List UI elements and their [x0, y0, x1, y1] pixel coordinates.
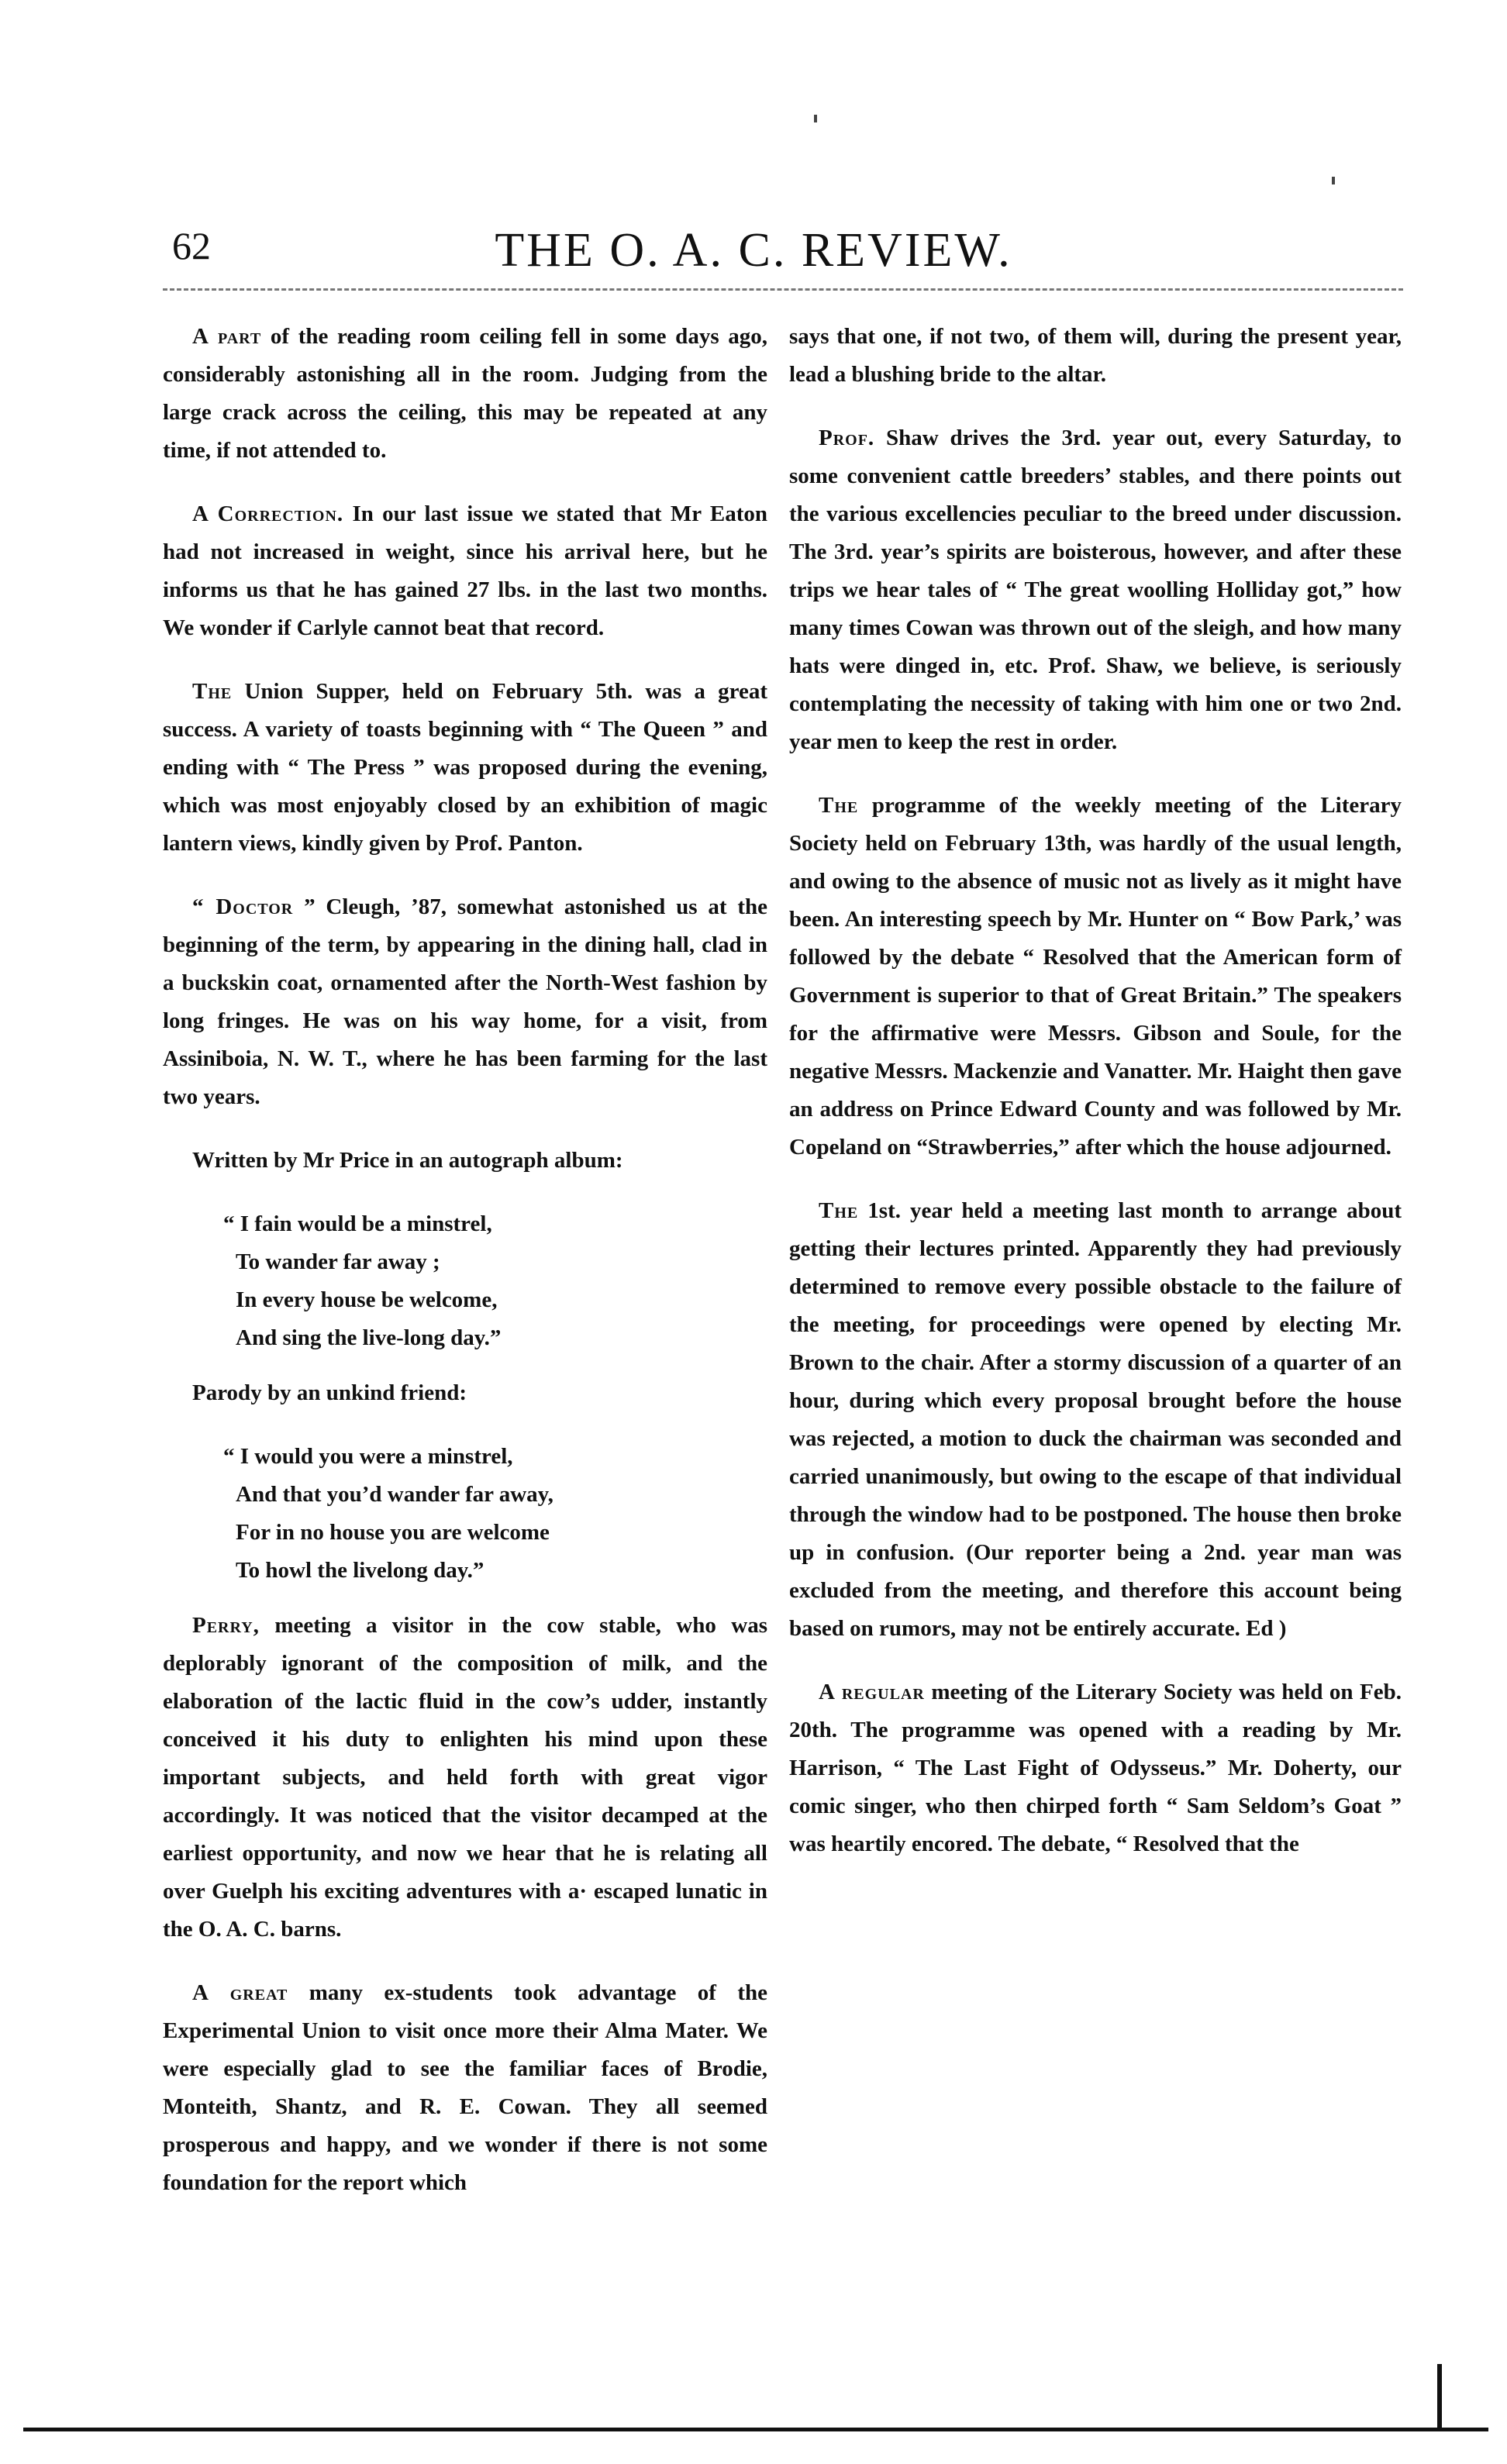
paragraph-text: Shaw drives the 3rd. year out, every Saturday, to some convenient cattle breeders’ stables, and there points out the various excellencies peculiar to the breed under discussion. The 3rd. year’s spirits are boisterous, however, and after these trips we hear tales of “ The great woolling Holliday got,” how many times Cowan was thrown out of the sleigh, and how many hats were dinged in, etc. Prof. Shaw, we believe, is seriously contemplating the necessity of taking with him one or two 2nd. year men to keep the rest in order.: [789, 426, 1402, 754]
bottom-rule: [23, 2428, 1488, 2431]
speck-mark: [814, 115, 817, 122]
lead-words: A great: [192, 1980, 288, 2005]
lead-words: “ Doctor: [192, 894, 294, 919]
poem-line: To howl the livelong day.”: [236, 1558, 485, 1583]
paragraph: [163, 318, 767, 470]
paragraph: [789, 1192, 1402, 1648]
lead-words: Prof.: [819, 426, 875, 450]
lead-words: Perry,: [192, 1613, 260, 1638]
speck-mark: [1332, 177, 1335, 184]
lead-words: A Correction.: [192, 501, 344, 526]
poem-line: For in no house you are welcome: [236, 1520, 550, 1545]
paragraph: [163, 673, 767, 863]
page-title: THE O. A. C. REVIEW.: [495, 224, 1012, 277]
poem-line: In every house be welcome,: [236, 1287, 498, 1312]
paragraph-text: 1st. year held a meeting last month to arrange about getting their lectures printed. Apparently they had previously determined to remove every possible obstacle to the failure of the meeting, for proceedings were opened by electing Mr. Brown to the chair. After a stormy discussion of a quarter of an hour, during which every proposal brought before the house was rejected, a motion to duck the chairman was seconded and carried unanimously, but owing to the escape of that individual through the window had to be postponed. The house then broke up in confusion. (Our reporter being a 2nd. year man was excluded from the meeting, and therefore this account being based on rumors, may not be entirely accurate. Ed ): [789, 1198, 1402, 1641]
page-number: 62: [172, 224, 211, 267]
poem: [202, 1438, 767, 1590]
paragraph: [789, 1673, 1402, 1863]
paragraph: [163, 495, 767, 647]
lead-words: The: [192, 679, 233, 704]
paragraph-text: ” Cleugh, ’87, somewhat astonished us at the beginning of the term, by appearing in the dining hall, clad in a buckskin coat, ornamented after the North-West fashion by long fringes. He was on his way home, for a visit, from Assiniboia, N. W. T., where he has been farming for the last two years.: [163, 894, 768, 1109]
paragraph-text: programme of the weekly meeting of the Literary Society held on February 13th, was hardly of the usual length, and owing to the absence of music not as lively as it might have been. An interesting speech by Mr. Hunter on “ Bow Park,’ was followed by the debate “ Resolved that the American form of Government is superior to that of Great Britain.” The speakers for the affirmative were Messrs. Gibson and Soule, for the negative Messrs. Mackenzie and Vanatter. Mr. Haight then gave an address on Prince Edward County and was followed by Mr. Copeland on “Strawberries,” after which the house adjourned.: [789, 793, 1402, 1160]
lead-words: The: [819, 1198, 859, 1223]
page-header: [0, 223, 1507, 285]
right-column: [789, 318, 1402, 1889]
paragraph: [163, 888, 767, 1116]
lead-words: A part: [192, 324, 262, 349]
paragraph: [163, 1974, 767, 2202]
corner-mark: [1437, 2364, 1442, 2429]
poem-line: To wander far away ;: [236, 1249, 440, 1274]
paragraph: [163, 1607, 767, 1949]
poem-line: “ I fain would be a minstrel,: [223, 1211, 492, 1236]
poem-intro: Written by Mr Price in an autograph album:: [192, 1148, 623, 1173]
poem-line: And that you’d wander far away,: [236, 1482, 553, 1507]
paragraph-text: meeting of the Literary Society was held on Feb. 20th. The programme was opened with a reading by Mr. Harrison, “ The Last Fight of Odysseus.” Mr. Doherty, our comic singer, who then chirped forth “ Sam Seldom’s Goat ” was heartily encored. The debate, “ Resolved that the: [789, 1680, 1402, 1856]
poem-intro: Parody by an unkind friend:: [192, 1380, 467, 1405]
lead-words: The: [819, 793, 859, 818]
lead-words: A regular: [819, 1680, 925, 1704]
paragraph-text: of the reading room ceiling fell in some days ago, considerably astonishing all in the room. Judging from the large crack across the ceiling, this may be repeated at any time, if not attended to.: [163, 324, 768, 463]
paragraph-text: many ex-students took advantage of the Experimental Union to visit once more their Alma Mater. We were especially glad to see the familiar faces of Brodie, Monteith, Shantz, and R. E. Cowan. They all seemed prosperous and happy, and we wonder if there is not some foundation for the report which: [163, 1980, 768, 2195]
paragraph-continued: says that one, if not two, of them will, during the present year, lead a blushing bride to the altar.: [789, 324, 1402, 387]
header-rule: [163, 288, 1403, 291]
poem-line: “ I would you were a minstrel,: [223, 1444, 513, 1469]
paragraph-text: In our last issue we stated that Mr Eaton had not increased in weight, since his arrival here, but he informs us that he has gained 27 lbs. in the last two months. We wonder if Carlyle cannot beat that record.: [163, 501, 767, 640]
paragraph-text: Union Supper, held on February 5th. was a great success. A variety of toasts beginning with “ The Queen ” and ending with “ The Press ” was proposed during the evening, which was most enjoyably closed by an exhibition of magic lantern views, kindly given by Prof. Panton.: [163, 679, 767, 856]
paragraph: [789, 419, 1402, 761]
poem-line: And sing the live-long day.”: [236, 1325, 502, 1350]
left-column: [163, 318, 767, 2228]
poem: [202, 1205, 767, 1357]
paragraph: [789, 787, 1402, 1167]
paragraph-text: meeting a visitor in the cow stable, who was deplorably ignorant of the composition of milk, and the elaboration of the lactic fluid in the cow’s udder, instantly conceived it his duty to enlighten his mind upon these important subjects, and held forth with great vigor accordingly. It was noticed that the visitor decamped at the earliest opportunity, and now we hear that he is relating all over Guelph his exciting adventures with a· escaped lunatic in the O. A. C. barns.: [163, 1613, 767, 1942]
